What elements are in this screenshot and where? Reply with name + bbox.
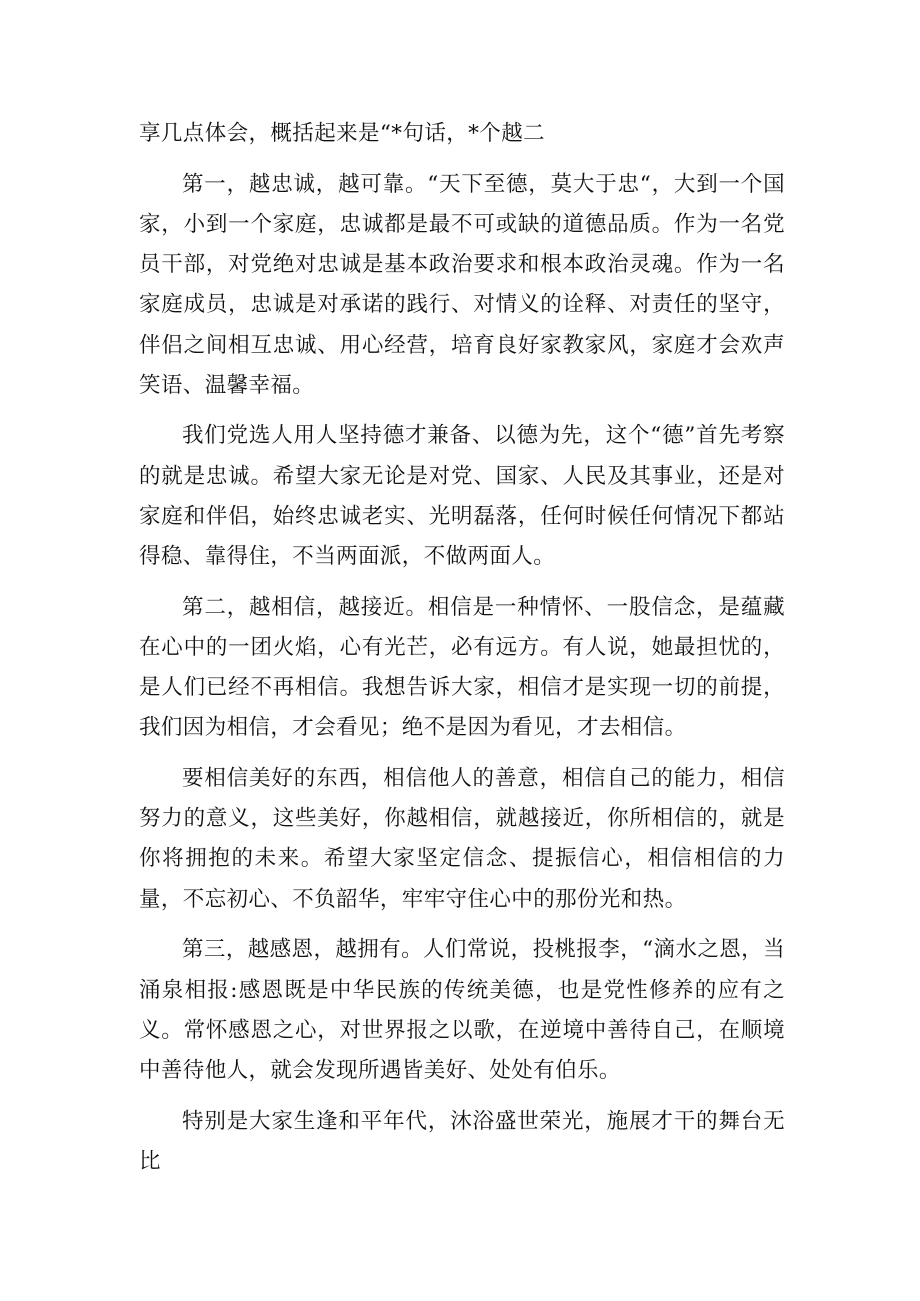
paragraph-loyalty-expectation: 我们党选人用人坚持德才兼备、以德为先，这个“德”首先考察的就是忠诚。希望大家无论是对党、国家、人民及其事业，还是对家庭和伴侣，始终忠诚老实、光明磊落，任何时候任何情况下都站得稳、靠得住，不当两面派，不做两面人。	[139, 423, 785, 570]
document-body	[139, 114, 785, 1182]
paragraph-belief-expectation: 要相信美好的东西，相信他人的善意，相信自己的能力，相信努力的意义，这些美好，你越相信，就越接近，你所相信的，就是你将拥抱的未来。希望大家坚定信念、提振信心，相信相信的力量，不忘初心、不负韶华，牢牢守住心中的那份光和热。	[139, 766, 785, 912]
paragraph-continued-intro: 享几点体会，概括起来是“*句话，*个越二	[139, 121, 545, 146]
paragraph-belief: 第二，越相信，越接近。相信是一种情怀、一股信念，是蕴藏在心中的一团火焰，心有光芒，必有远方。有人说，她最担忧的，是人们已经不再相信。我想告诉大家，相信才是实现一切的前提，我们因为相信，才会看见；绝不是因为看见，才去相信。	[139, 594, 785, 741]
paragraph-loyalty: 第一，越忠诚，越可靠。“天下至德，莫大于忠“，大到一个国家，小到一个家庭，忠诚都是最不可或缺的道德品质。作为一名党员干部，对党绝对忠诚是基本政治要求和根本政治灵魂。作为一名家庭成员，忠诚是对承诺的践行、对情义的诠释、对责任的坚守，伴侣之间相互忠诚、用心经营，培育良好家教家风，家庭才会欢声笑语、温馨幸福。	[139, 171, 785, 398]
paragraph-gratitude: 第三，越感恩，越拥有。人们常说，投桃报李，“滴水之恩，当涌泉相报:感恩既是中华民族的传统美德，也是党性修养的应有之义。常怀感恩之心，对世界报之以歌，在逆境中善待自己，在顺境中善待他人，就会发现所遇皆美好、处处有伯乐。	[139, 937, 785, 1083]
paragraph-peace-era: 特别是大家生逢和平年代，沐浴盛世荣光，施展才干的舞台无比	[139, 1108, 785, 1174]
